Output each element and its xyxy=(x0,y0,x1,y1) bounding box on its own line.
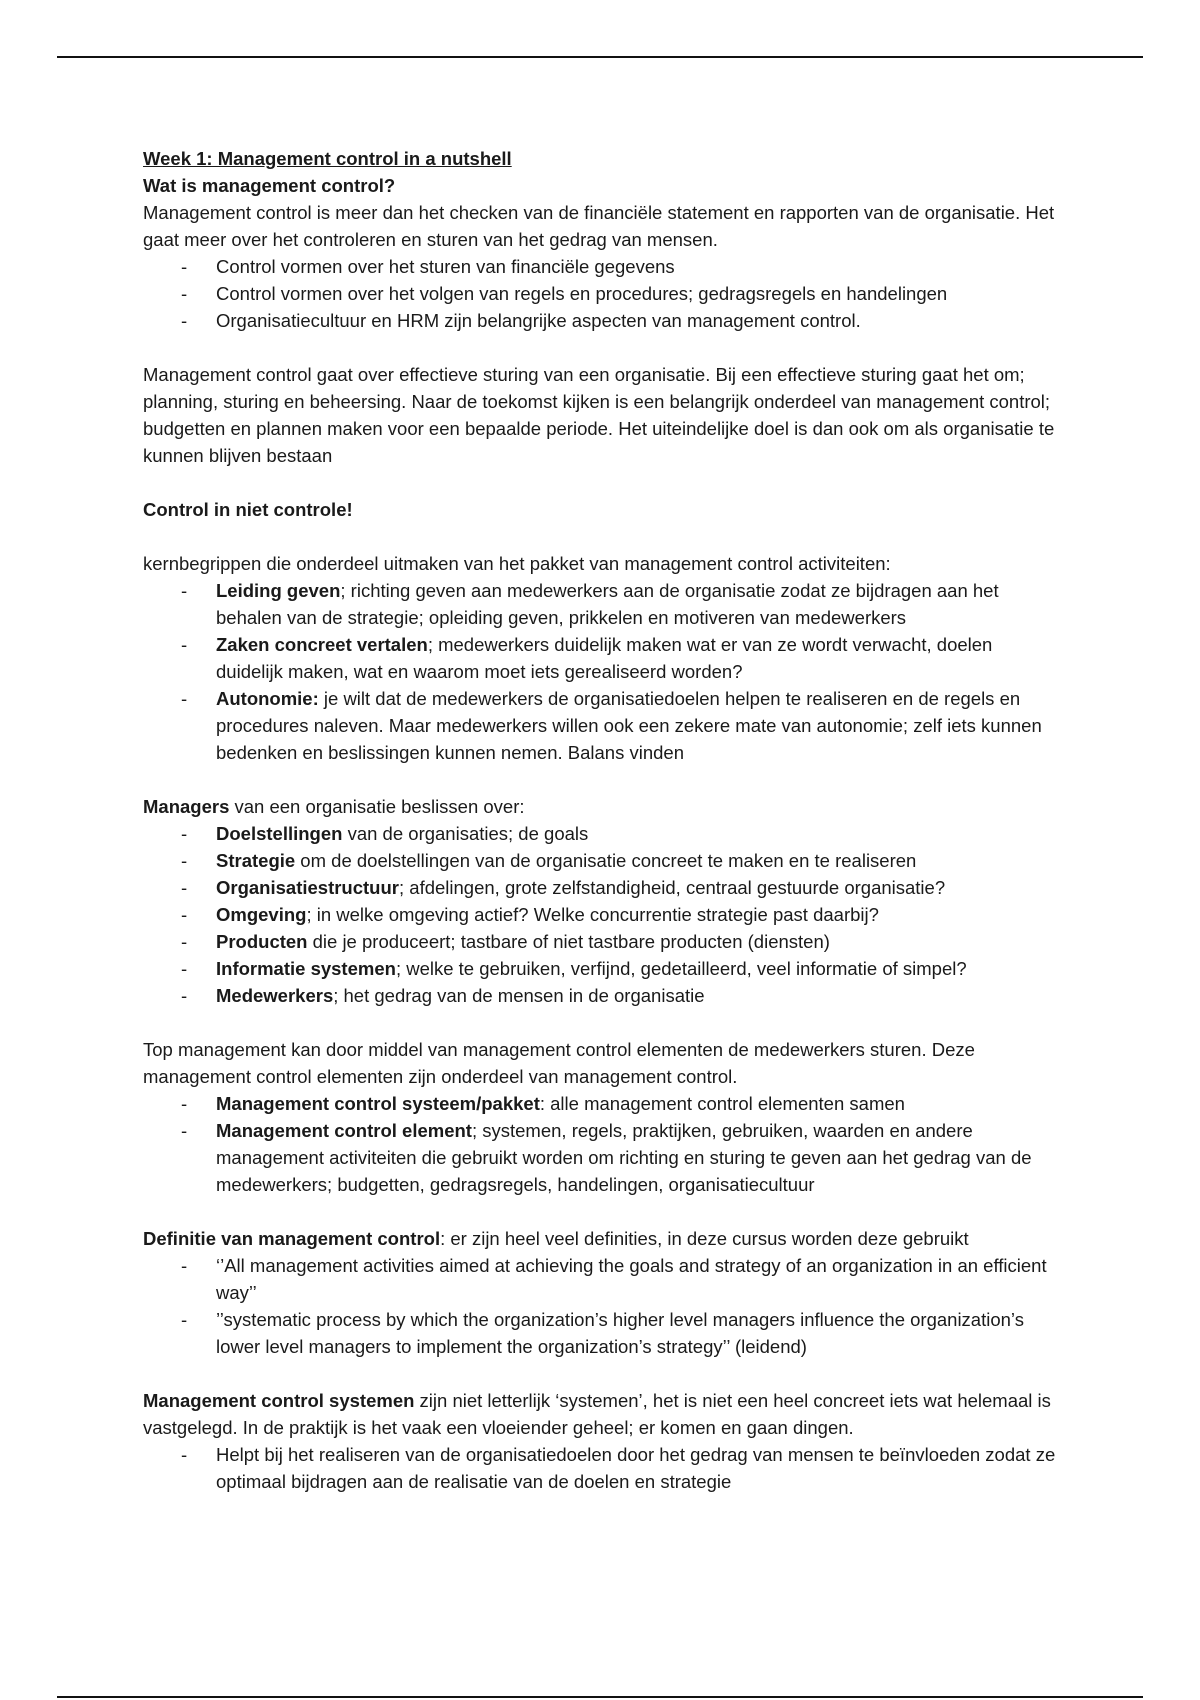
list-item: - Autonomie: je wilt dat de medewerkers de organisatiedoelen helpen te realiseren en de regels en procedures naleven. Maar medewerkers willen ook een zekere mate van autonomie; zelf iets kunnen bedenken en beslissingen kunnen nemen. Balans vinden xyxy=(143,685,1063,766)
list-item: - Leiding geven; richting geven aan medewerkers aan de organisatie zodat ze bijdragen aan het behalen van de strategie; opleiding geven, prikkelen en motiveren van medewerkers xyxy=(143,577,1063,631)
list-item: - Informatie systemen; welke te gebruiken, verfijnd, gedetailleerd, veel informatie of simpel? xyxy=(143,955,1063,982)
bullet-list xyxy=(143,820,1063,1009)
list-item: - ‘’All management activities aimed at achieving the goals and strategy of an organization in an efficient way’’ xyxy=(143,1252,1063,1306)
list-item: - Zaken concreet vertalen; medewerkers duidelijk maken wat er van ze wordt verwacht, doelen duidelijk maken, wat en waarom moet iets gerealiseerd worden? xyxy=(143,631,1063,685)
list-item: - Medewerkers; het gedrag van de mensen in de organisatie xyxy=(143,982,1063,1009)
paragraph: kernbegrippen die onderdeel uitmaken van het pakket van management control activiteiten: xyxy=(143,553,891,574)
list-item: - Helpt bij het realiseren van de organisatiedoelen door het gedrag van mensen te beïnvloeden zodat ze optimaal bijdragen aan de realisatie van de doelen en strategie xyxy=(143,1441,1063,1495)
section-heading: Control in niet controle! xyxy=(143,499,353,520)
bullet-list xyxy=(143,1090,1063,1198)
list-item: - Management control element; systemen, regels, praktijken, gebruiken, waarden en andere management activiteiten die gebruikt worden om richting en sturing te geven aan het gedrag van de medewerkers; budgetten, gedragsregels, handelingen, organisatiecultuur xyxy=(143,1117,1063,1198)
paragraph: Management control gaat over effectieve sturing van een organisatie. Bij een effectieve sturing gaat het om; planning, sturing en beheersing. Naar de toekomst kijken is een belangrijk onderdeel van management control; budgetten en plannen maken voor een bepaalde periode. Het uiteindelijke doel is dan ook om als organisatie te kunnen blijven bestaan xyxy=(143,364,1055,466)
list-item: - Doelstellingen van de organisaties; de goals xyxy=(143,820,1063,847)
list-item: - Strategie om de doelstellingen van de organisatie concreet te maken en te realiseren xyxy=(143,847,1063,874)
list-item: - Organisatiestructuur; afdelingen, grote zelfstandigheid, centraal gestuurde organisatie? xyxy=(143,874,1063,901)
bullet-list xyxy=(143,1441,1063,1495)
document-body xyxy=(143,145,1063,1495)
list-item: - Control vormen over het volgen van regels en procedures; gedragsregels en handelingen xyxy=(143,280,1063,307)
list-item: - Producten die je produceert; tastbare of niet tastbare producten (diensten) xyxy=(143,928,1063,955)
list-item: - ’’systematic process by which the organization’s higher level managers influence the organization’s lower level managers to implement the organization’s strategy’’ (leidend) xyxy=(143,1306,1063,1360)
list-item: - Management control systeem/pakket: alle management control elementen samen xyxy=(143,1090,1063,1117)
paragraph: Definitie van management control: er zijn heel veel definities, in deze cursus worden deze gebruikt xyxy=(143,1228,969,1249)
bullet-list xyxy=(143,253,1063,334)
list-item: - Omgeving; in welke omgeving actief? Welke concurrentie strategie past daarbij? xyxy=(143,901,1063,928)
paragraph: Top management kan door middel van management control elementen de medewerkers sturen. Deze management control elementen zijn onderdeel van management control. xyxy=(143,1039,975,1087)
list-item: - Control vormen over het sturen van financiële gegevens xyxy=(143,253,1063,280)
page-title: Week 1: Management control in a nutshell xyxy=(143,148,512,169)
paragraph: Managers van een organisatie beslissen over: xyxy=(143,796,525,817)
list-item: - Organisatiecultuur en HRM zijn belangrijke aspecten van management control. xyxy=(143,307,1063,334)
header-rule xyxy=(57,56,1143,58)
footer-rule xyxy=(57,1696,1143,1698)
section-heading: Wat is management control? xyxy=(143,175,396,196)
paragraph: Management control systemen zijn niet letterlijk ‘systemen’, het is niet een heel concreet iets wat helemaal is vastgelegd. In de praktijk is het vaak een vloeiender geheel; er komen en gaan dingen. xyxy=(143,1390,1051,1438)
bullet-list xyxy=(143,1252,1063,1360)
bullet-list xyxy=(143,577,1063,766)
paragraph: Management control is meer dan het checken van de financiële statement en rapporten van de organisatie. Het gaat meer over het controleren en sturen van het gedrag van mensen. xyxy=(143,202,1055,250)
